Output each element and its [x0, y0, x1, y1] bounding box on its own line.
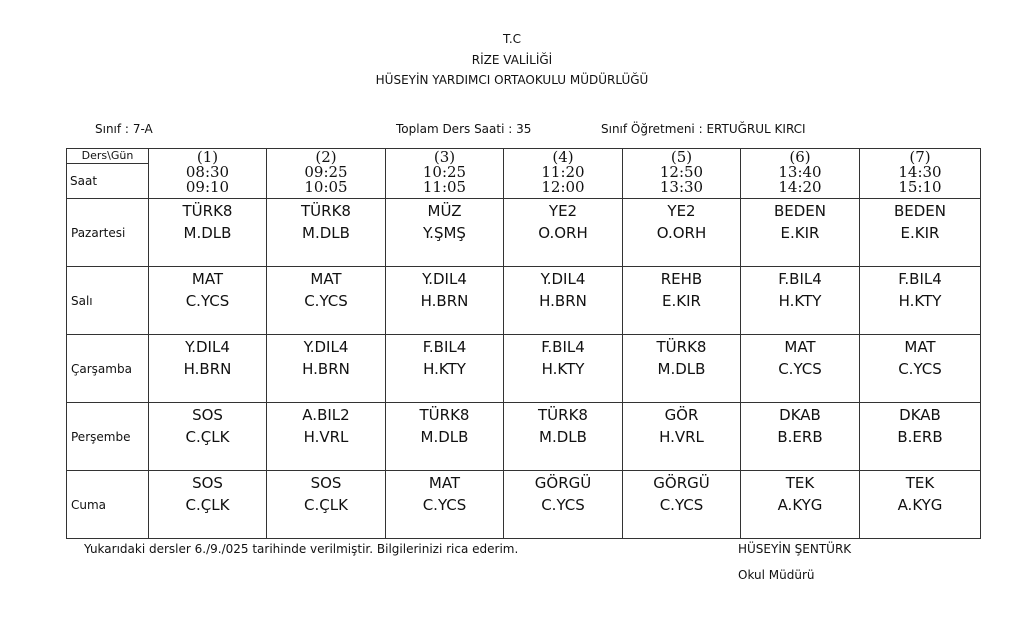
lesson-teacher: A.KYG	[777, 496, 823, 514]
lesson-teacher: H.KTY	[778, 292, 822, 310]
lesson-subject: MÜZ	[427, 202, 462, 220]
lesson-teacher: H.BRN	[183, 360, 232, 378]
period-start: 10:25	[422, 163, 467, 181]
lesson-teacher: H.KTY	[541, 360, 585, 378]
lesson-teacher: C.YCS	[304, 292, 348, 310]
period-header	[623, 149, 741, 199]
class-teacher-info	[601, 122, 806, 136]
lesson-teacher: C.YCS	[898, 360, 942, 378]
lesson-cell	[741, 403, 860, 471]
lesson-cell	[623, 471, 741, 539]
lesson-subject: MAT	[310, 270, 342, 288]
lesson-cell	[860, 267, 981, 335]
lesson-teacher: H.BRN	[420, 292, 469, 310]
lesson-teacher: C.ÇLK	[304, 496, 348, 514]
lesson-cell	[741, 267, 860, 335]
lesson-cell	[623, 199, 741, 267]
lesson-cell	[623, 403, 741, 471]
lesson-cell	[267, 403, 386, 471]
lesson-subject: F.BIL4	[778, 270, 822, 288]
time-label: Saat	[70, 174, 98, 188]
lesson-teacher: H.VRL	[659, 428, 704, 446]
lesson-teacher: M.DLB	[657, 360, 706, 378]
lesson-teacher: O.ORH	[656, 224, 707, 242]
lesson-subject: F.BIL4	[422, 338, 467, 356]
lesson-teacher: Y.ŞMŞ	[423, 224, 466, 242]
lesson-subject: YE2	[667, 202, 696, 220]
period-end: 15:10	[898, 178, 942, 196]
lesson-teacher: M.DLB	[420, 428, 469, 446]
lesson-teacher: C.YCS	[659, 496, 704, 514]
lesson-cell	[860, 403, 981, 471]
lesson-teacher: C.YCS	[422, 496, 467, 514]
principal-title: Okul Müdürü	[738, 568, 815, 582]
period-header	[504, 149, 623, 199]
lesson-subject: REHB	[660, 270, 703, 288]
lesson-cell	[149, 403, 267, 471]
period-header	[386, 149, 504, 199]
period-num: (5)	[670, 148, 693, 166]
lesson-teacher: H.BRN	[539, 292, 587, 310]
period-end: 13:30	[659, 178, 704, 196]
lesson-teacher: M.DLB	[539, 428, 587, 446]
period-header	[860, 149, 981, 199]
class-value: 7-A	[132, 122, 153, 136]
lesson-subject: Y.DIL4	[540, 270, 586, 288]
lesson-subject: MAT	[191, 270, 224, 288]
lesson-teacher: C.YCS	[778, 360, 822, 378]
lesson-subject: TEK	[785, 474, 815, 492]
lesson-cell	[504, 199, 623, 267]
period-start: 14:30	[898, 163, 942, 181]
corner-label: Ders\Gün	[67, 149, 148, 164]
lesson-cell	[504, 403, 623, 471]
lesson-teacher: H.BRN	[302, 360, 350, 378]
lesson-teacher: C.YCS	[185, 292, 230, 310]
lesson-subject: F.BIL4	[898, 270, 942, 288]
class-teacher-label: Sınıf Öğretmeni :	[601, 122, 703, 136]
lesson-cell	[386, 199, 504, 267]
period-end: 09:10	[185, 178, 230, 196]
day-name: Cuma	[67, 471, 149, 539]
day-name: Perşembe	[67, 403, 149, 471]
lesson-subject: TÜRK8	[419, 406, 470, 424]
period-start: 11:20	[541, 163, 585, 181]
lesson-cell	[149, 199, 267, 267]
lesson-subject: YE2	[548, 202, 578, 220]
lesson-subject: BEDEN	[893, 202, 947, 220]
period-end: 14:20	[778, 178, 822, 196]
day-row	[67, 267, 981, 335]
lesson-subject: SOS	[192, 474, 223, 492]
period-num: (7)	[909, 148, 931, 166]
lesson-cell	[386, 335, 504, 403]
lesson-cell	[623, 335, 741, 403]
lesson-teacher: H.VRL	[303, 428, 349, 446]
lesson-teacher: E.KIR	[780, 224, 820, 242]
day-name: Salı	[67, 267, 149, 335]
class-label: Sınıf :	[95, 122, 129, 136]
period-end: 10:05	[304, 178, 348, 196]
total-hours-value: 35	[516, 122, 532, 136]
timetable	[66, 148, 981, 539]
day-row	[67, 471, 981, 539]
lesson-cell	[149, 471, 267, 539]
lesson-teacher: A.KYG	[897, 496, 943, 514]
period-num: (1)	[196, 148, 219, 166]
lesson-subject: TÜRK8	[301, 202, 351, 220]
lesson-subject: TÜRK8	[538, 406, 588, 424]
lesson-cell	[149, 335, 267, 403]
lesson-subject: MAT	[428, 474, 461, 492]
lesson-teacher: O.ORH	[538, 224, 588, 242]
header-row	[67, 149, 981, 199]
period-num: (6)	[789, 148, 811, 166]
total-hours-info	[396, 122, 531, 136]
lesson-cell	[267, 471, 386, 539]
lesson-teacher: C.ÇLK	[185, 496, 230, 514]
period-num: (3)	[433, 148, 456, 166]
day-row	[67, 335, 981, 403]
period-start: 08:30	[185, 163, 230, 181]
lesson-cell	[741, 335, 860, 403]
lesson-subject: Y.DIL4	[185, 338, 230, 356]
lesson-teacher: M.DLB	[302, 224, 350, 242]
lesson-subject: TÜRK8	[182, 202, 233, 220]
lesson-teacher: C.YCS	[541, 496, 585, 514]
lesson-subject: SOS	[192, 406, 223, 424]
lesson-teacher: B.ERB	[777, 428, 823, 446]
lesson-cell	[623, 267, 741, 335]
lesson-subject: DKAB	[779, 406, 821, 424]
lesson-subject: BEDEN	[773, 202, 827, 220]
day-name: Çarşamba	[67, 335, 149, 403]
day-row	[67, 199, 981, 267]
lesson-cell	[386, 403, 504, 471]
lesson-cell	[149, 267, 267, 335]
period-num: (2)	[315, 148, 337, 166]
lesson-subject: Y.DIL4	[422, 270, 467, 288]
day-row	[67, 403, 981, 471]
lesson-cell	[860, 199, 981, 267]
lesson-subject: GÖRGÜ	[653, 474, 710, 492]
period-end: 12:00	[541, 178, 585, 196]
lesson-cell	[386, 471, 504, 539]
period-start: 09:25	[304, 163, 348, 181]
lesson-cell	[504, 471, 623, 539]
corner-wrap	[67, 149, 148, 198]
header-tc: T.C	[502, 32, 522, 46]
lesson-teacher: M.DLB	[183, 224, 232, 242]
lesson-cell	[267, 267, 386, 335]
corner-cell	[67, 149, 149, 199]
lesson-teacher: C.ÇLK	[185, 428, 230, 446]
lesson-subject: F.BIL4	[541, 338, 585, 356]
period-end: 11:05	[422, 178, 467, 196]
lesson-cell	[741, 199, 860, 267]
lesson-subject: SOS	[310, 474, 342, 492]
lesson-cell	[504, 335, 623, 403]
lesson-subject: MAT	[904, 338, 936, 356]
period-header	[741, 149, 860, 199]
class-info	[95, 122, 153, 136]
lesson-subject: TÜRK8	[656, 338, 707, 356]
class-teacher-value: ERTUĞRUL KIRCI	[706, 122, 806, 136]
lesson-teacher: H.KTY	[898, 292, 942, 310]
lesson-subject: Y.DIL4	[303, 338, 349, 356]
lesson-cell	[504, 267, 623, 335]
lesson-subject: GÖR	[664, 406, 699, 424]
lesson-cell	[267, 199, 386, 267]
period-num: (4)	[552, 148, 574, 166]
header-school: HÜSEYİN YARDIMCI ORTAOKULU MÜDÜRLÜĞÜ	[375, 73, 649, 87]
lesson-subject: A.BIL2	[302, 406, 350, 424]
period-start: 13:40	[778, 163, 822, 181]
header-governorship: RİZE VALİLİĞİ	[471, 53, 553, 67]
lesson-teacher: B.ERB	[897, 428, 943, 446]
lesson-cell	[386, 267, 504, 335]
lesson-subject: DKAB	[899, 406, 941, 424]
lesson-cell	[741, 471, 860, 539]
lesson-subject: TEK	[905, 474, 935, 492]
lesson-cell	[267, 335, 386, 403]
principal-name: HÜSEYİN ŞENTÜRK	[738, 542, 852, 556]
lesson-teacher: E.KIR	[900, 224, 940, 242]
footer-note: Yukarıdaki dersler 6./9./025 tarihinde verilmiştir. Bilgilerinizi rica ederim.	[84, 542, 519, 556]
lesson-subject: MAT	[784, 338, 816, 356]
total-hours-label: Toplam Ders Saati :	[396, 122, 513, 136]
lesson-teacher: H.KTY	[423, 360, 466, 378]
lesson-teacher: E.KIR	[662, 292, 701, 310]
lesson-cell	[860, 471, 981, 539]
period-header	[149, 149, 267, 199]
lesson-cell	[860, 335, 981, 403]
period-header	[267, 149, 386, 199]
period-start: 12:50	[659, 163, 704, 181]
lesson-subject: GÖRGÜ	[534, 474, 592, 492]
day-name: Pazartesi	[67, 199, 149, 267]
